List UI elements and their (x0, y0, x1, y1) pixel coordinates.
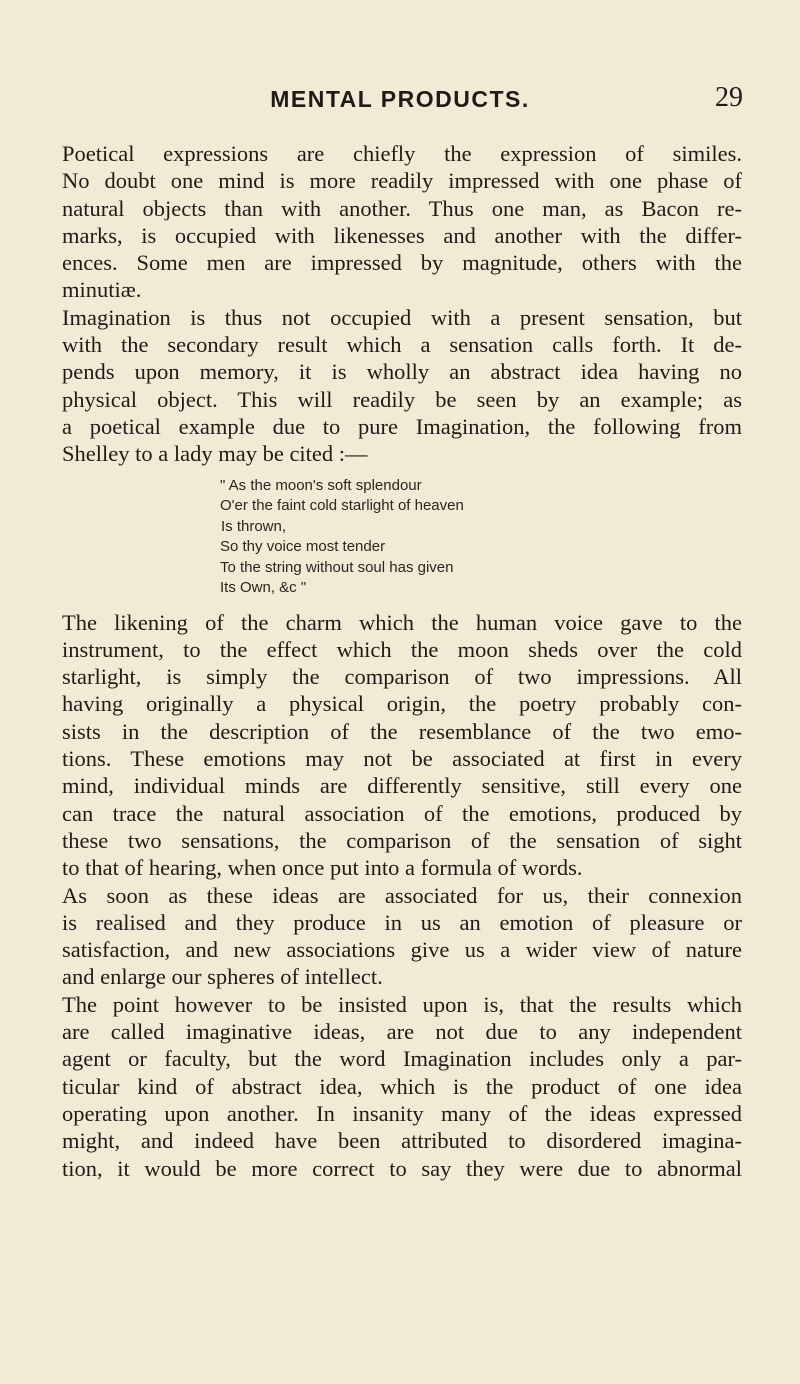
text-line: might, and indeed have been attributed to disordered imagina- (62, 1128, 742, 1154)
text-line: tion, it would be more correct to say they were due to abnormal (62, 1155, 742, 1181)
text-line: can trace the natural association of the emotions, produced by (62, 800, 742, 826)
poem-line: Is thrown, (221, 517, 287, 535)
body-text (62, 140, 742, 1182)
text-line: Shelley to a lady may be cited :— (62, 441, 368, 467)
text-line: mind, individual minds are differently sensitive, still every one (62, 773, 742, 799)
poem-quotation (62, 476, 742, 599)
text-line: The likening of the charm which the human voice gave to the (62, 609, 742, 635)
paragraph-2 (62, 304, 742, 468)
text-line: minutiæ. (62, 277, 142, 303)
text-line: is realised and they produce in us an emotion of pleasure or (62, 909, 742, 935)
paragraph-3 (62, 609, 742, 882)
text-line: satisfaction, and new associations give us a wider view of nature (62, 937, 742, 963)
paragraph-5 (62, 991, 742, 1182)
running-head (55, 82, 745, 122)
text-line: Poetical expressions are chiefly the expression of similes. (62, 141, 742, 166)
text-line: operating upon another. In insanity many of the ideas expressed (62, 1100, 742, 1126)
text-line: starlight, is simply the comparison of two impressions. All (62, 664, 742, 690)
poem-line: So thy voice most tender (220, 538, 386, 556)
text-line: The point however to be insisted upon is, that the results which (62, 991, 742, 1017)
text-line: As soon as these ideas are associated for us, their connexion (62, 882, 742, 908)
text-line: sists in the description of the resemblance of the two emo- (62, 718, 742, 744)
text-line: ences. Some men are impressed by magnitude, others with the (62, 250, 742, 276)
poem-line: To the string without soul has given (220, 558, 454, 576)
paragraph-1 (62, 140, 742, 304)
text-line: to that of hearing, when once put into a formula of words. (62, 855, 583, 881)
text-line: physical object. This will readily be seen by an example; as (62, 386, 742, 412)
text-line: tions. These emotions may not be associated at first in every (62, 746, 742, 772)
text-line: natural objects than with another. Thus one man, as Bacon re- (62, 195, 742, 221)
poem-line: " As the moon's soft splendour (220, 476, 422, 494)
text-line: Imagination is thus not occupied with a present sensation, but (62, 304, 742, 330)
text-line: a poetical example due to pure Imagination, the following from (62, 413, 742, 439)
paragraph-4 (62, 882, 742, 991)
running-title: MENTAL PRODUCTS. (270, 86, 530, 112)
text-line: are called imaginative ideas, are not due to any independent (62, 1019, 742, 1045)
text-line: pends upon memory, it is wholly an abstract idea having no (62, 359, 742, 385)
text-line: with the secondary result which a sensation calls forth. It de- (62, 332, 742, 358)
text-line: having originally a physical origin, the poetry probably con- (62, 691, 742, 717)
text-line: these two sensations, the comparison of the sensation of sight (62, 827, 742, 853)
text-line: instrument, to the effect which the moon sheds over the cold (62, 636, 742, 662)
text-line: No doubt one mind is more readily impressed with one phase of (62, 168, 742, 194)
page-number: 29 (715, 82, 743, 113)
text-line: marks, is occupied with likenesses and another with the differ- (62, 222, 742, 248)
text-line: agent or faculty, but the word Imagination includes only a par- (62, 1046, 742, 1072)
text-line: ticular kind of abstract idea, which is the product of one idea (62, 1073, 742, 1099)
poem-line: Its Own, &c " (220, 579, 307, 597)
text-line: and enlarge our spheres of intellect. (62, 964, 383, 990)
poem-line: O'er the faint cold starlight of heaven (220, 497, 464, 515)
